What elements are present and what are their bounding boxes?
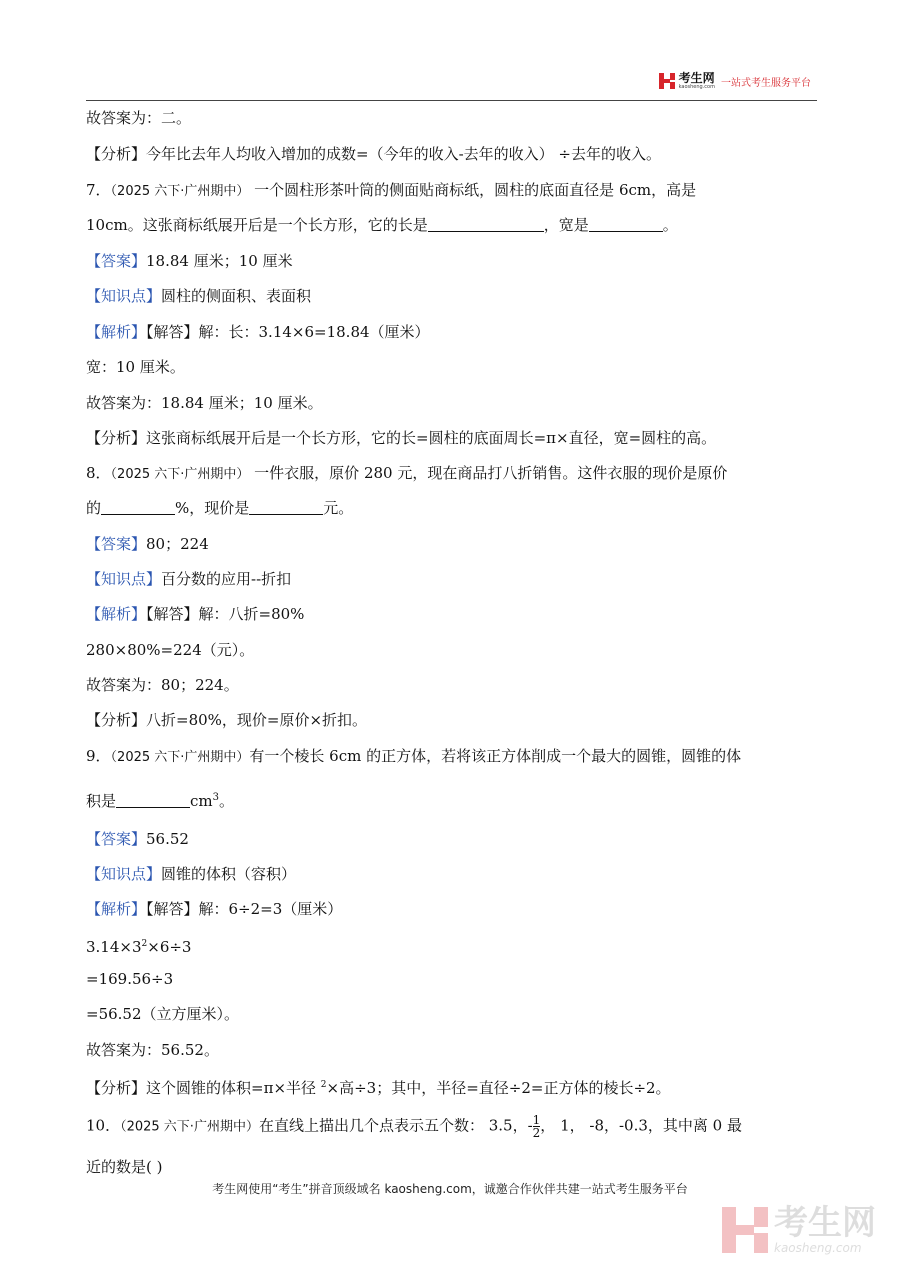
watermark-url: kaosheng.com (774, 1241, 862, 1255)
answer-blank[interactable] (589, 217, 663, 232)
question-10: 10．（2025 六下·广州期中）在直线上描出几个点表示五个数： 3.5，- $\frac{1}{2}$ ， 1， -8，-0.3，其中离 0 最 (86, 1113, 742, 1140)
knowledge-line: 【知识点】圆锥的体积（容积） (86, 865, 297, 883)
text-line: 280×80%=224（元）。 (86, 641, 255, 659)
analysis-line: 【解析】【解答】解：长：3.14×6=18.84（厘米） (86, 323, 430, 341)
text-line: =169.56÷3 (86, 970, 174, 988)
logo-name: 考生网 (678, 71, 715, 85)
text-line: 宽：10 厘米。 (86, 358, 185, 376)
question-7: 7．（2025 六下·广州期中） 一个圆柱形茶叶筒的侧面贴商标纸，圆柱的底面直径是 6cm，高是 (86, 181, 697, 199)
watermark-logo-icon (722, 1207, 768, 1253)
text-line: 【分析】八折=80%，现价=原价×折扣。 (86, 711, 368, 729)
question-7-line2: 10cm。这张商标纸展开后是一个长方形，它的长是 ，宽是 。 (86, 216, 678, 234)
question-9: 9．（2025 六下·广州期中）有一个棱长 6cm 的正方体，若将该正方体削成一个最大的圆锥，圆锥的体 (86, 747, 742, 765)
fraction: $\frac{1}{2}$ (532, 1113, 541, 1140)
analysis-line: 【解析】【解答】解：八折=80% (86, 605, 305, 623)
watermark (722, 1205, 876, 1255)
answer-line: 【答案】18.84 厘米；10 厘米 (86, 252, 293, 270)
text-line: 【分析】今年比去年人均收入增加的成数=（今年的收入-去年的收入） ÷去年的收入。 (86, 145, 661, 163)
question-8-line2: 的 %，现价是 元。 (86, 499, 354, 517)
page-footer: 考生网使用“考生”拼音顶级域名 kaosheng.com，诚邀合作伙伴共建一站式考生服务平台 (212, 1182, 688, 1196)
answer-blank[interactable] (101, 500, 175, 515)
answer-blank[interactable] (249, 500, 323, 515)
knowledge-line: 【知识点】圆柱的侧面积、表面积 (86, 287, 312, 305)
answer-blank[interactable] (428, 217, 544, 232)
text-line: 故答案为：二。 (86, 109, 192, 127)
knowledge-line: 【知识点】百分数的应用--折扣 (86, 570, 292, 588)
text-line: 【分析】这个圆锥的体积=π×半径 $^2$×高÷3；其中，半径=直径÷2=正方体的棱长÷2。 (86, 1079, 671, 1097)
question-10-line2: 近的数是( ) (86, 1158, 163, 1176)
text-line: $3.14\times 3^2\times 6\div 3$ (86, 938, 192, 956)
logo-icon (659, 73, 675, 89)
text-line: 【分析】这张商标纸展开后是一个长方形，它的长=圆柱的底面周长=π×直径，宽=圆柱的高。 (86, 429, 717, 447)
answer-blank[interactable] (116, 793, 190, 808)
page-header (86, 70, 817, 101)
header-slogan: 一站式考生服务平台 (721, 77, 811, 89)
text-line: =56.52（立方厘米）。 (86, 1005, 240, 1023)
question-8: 8．（2025 六下·广州期中） 一件衣服，原价 280 元，现在商品打八折销售。这件衣服的现价是原价 (86, 464, 728, 482)
text-line: 故答案为：80；224。 (86, 676, 239, 694)
question-9-line2: 积是 $cm^3$。 (86, 792, 235, 810)
logo-url: kaosheng.com (678, 84, 715, 90)
analysis-line: 【解析】【解答】解：6÷2=3（厘米） (86, 900, 343, 918)
answer-line: 【答案】80；224 (86, 535, 209, 553)
text-line: 故答案为：56.52。 (86, 1041, 219, 1059)
text-line: 故答案为：18.84 厘米；10 厘米。 (86, 394, 323, 412)
answer-line: 【答案】56.52 (86, 830, 189, 848)
site-logo[interactable] (659, 72, 811, 90)
watermark-name: 考生网 (774, 1203, 876, 1243)
